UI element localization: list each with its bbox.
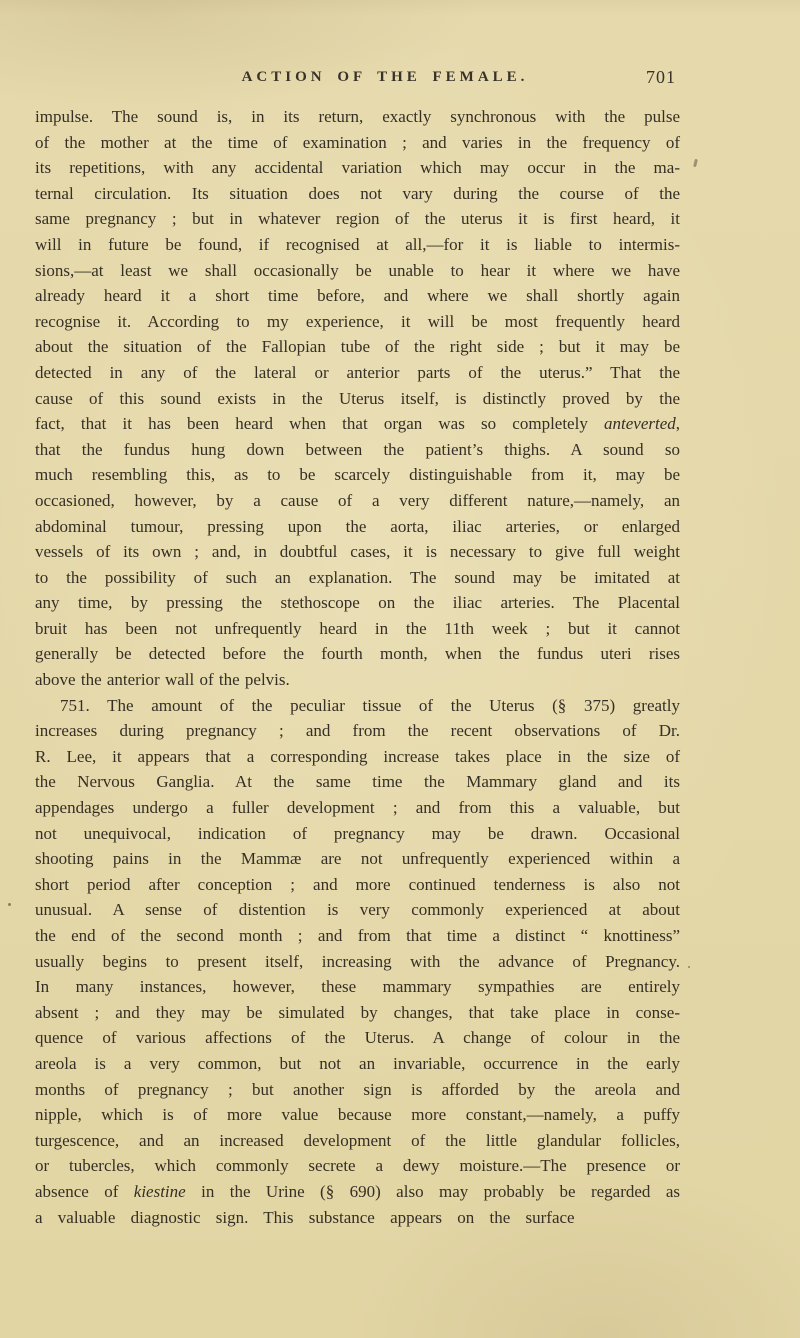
text-run: above the anterior wall of the pelvis. xyxy=(35,670,290,690)
text-line xyxy=(35,1000,680,1026)
text-run: R. Lee, it appears that a corresponding increase takes place in the size of xyxy=(35,746,680,766)
text-line xyxy=(35,1051,680,1077)
text-run: absent ; and they may be simulated by changes, that take place in conse- xyxy=(35,1002,680,1022)
text-line xyxy=(35,1128,680,1154)
text-line xyxy=(35,258,680,284)
text-line xyxy=(35,334,680,360)
text-line xyxy=(35,104,680,130)
text-run: appendages undergo a fuller development ; and from this a valuable, but xyxy=(35,798,680,818)
text-line xyxy=(35,667,680,693)
text-run: shooting pains in the Mammæ are not unfrequently experienced within a xyxy=(35,849,680,869)
text-run: the Nervous Ganglia. At the same time the Mammary gland and its xyxy=(35,772,680,792)
text-run: in the Urine (§ 690) also may probably be regarded as xyxy=(185,1181,680,1201)
text-run: that the fundus hung down between the patient’s thighs. A sound so xyxy=(35,439,680,459)
text-line xyxy=(35,232,680,258)
text-line xyxy=(35,130,680,156)
text-run: ternal circulation. Its situation does not vary during the course of the xyxy=(35,183,680,203)
italic-term: anteverted xyxy=(604,414,676,434)
text-run: recognise it. According to my experience, it will be most frequently heard xyxy=(35,311,680,331)
text-line xyxy=(35,181,680,207)
text-line xyxy=(35,309,680,335)
text-line xyxy=(35,590,680,616)
scan-speck xyxy=(8,903,11,906)
text-run: generally be detected before the fourth month, when the fundus uteri rises xyxy=(35,644,680,664)
text-run: not unequivocal, indication of pregnancy may be drawn. Occasional xyxy=(35,823,680,843)
text-run: absence of xyxy=(35,1181,134,1201)
text-line xyxy=(35,1179,680,1205)
text-run: short period after conception ; and more continued tenderness is also not xyxy=(35,874,680,894)
text-line xyxy=(35,693,680,719)
text-line xyxy=(35,565,680,591)
scan-speck xyxy=(688,966,690,968)
text-line xyxy=(35,744,680,770)
italic-term: kiestine xyxy=(133,1181,186,1201)
text-line xyxy=(35,1205,680,1231)
text-run: occasioned, however, by a cause of a very different nature,—namely, an xyxy=(35,490,680,510)
text-run: increases during pregnancy ; and from the recent observations of Dr. xyxy=(35,721,680,741)
text-run: turgescence, and an increased development of the little glandular follicles, xyxy=(35,1130,680,1150)
text-run: same pregnancy ; but in whatever region of the uterus it is first heard, it xyxy=(35,209,680,229)
text-run: cause of this sound exists in the Uterus itself, is distinctly proved by the xyxy=(35,388,680,408)
text-run: fact, that it has been heard when that organ was so completely xyxy=(35,414,604,434)
text-run: or tubercles, which commonly secrete a dewy moisture.—The presence or xyxy=(35,1156,680,1176)
scan-speck xyxy=(693,159,698,167)
text-line xyxy=(35,1102,680,1128)
page-body xyxy=(35,104,680,1230)
text-run: usually begins to present itself, increasing with the advance of Pregnancy. xyxy=(35,951,680,971)
text-run: nipple, which is of more value because more constant,—namely, a puffy xyxy=(35,1105,680,1125)
text-run: about the situation of the Fallopian tube of the right side ; but it may be xyxy=(35,337,680,357)
text-line xyxy=(35,616,680,642)
text-run: bruit has been not unfrequently heard in the 11th week ; but it cannot xyxy=(35,618,680,638)
text-run: quence of various affections of the Uterus. A change of colour in the xyxy=(35,1028,680,1048)
text-run: , xyxy=(675,414,680,434)
text-run: In many instances, however, these mammary sympathies are entirely xyxy=(35,977,680,997)
text-line xyxy=(35,386,680,412)
text-run: much resembling this, as to be scarcely distinguishable from it, may be xyxy=(35,465,680,485)
text-line xyxy=(35,846,680,872)
text-run: 751. The amount of the peculiar tissue of the Uterus (§ 375) greatly xyxy=(60,695,680,715)
text-line xyxy=(35,206,680,232)
text-line xyxy=(35,1025,680,1051)
page-number: 701 xyxy=(646,67,676,87)
text-run: will in future be found, if recognised at all,—for it is liable to intermis- xyxy=(35,234,680,254)
text-line xyxy=(35,718,680,744)
text-run: detected in any of the lateral or anterior parts of the uterus.” That the xyxy=(35,362,680,382)
text-line xyxy=(35,1077,680,1103)
text-line xyxy=(35,360,680,386)
text-line xyxy=(35,437,680,463)
text-line xyxy=(35,411,680,437)
text-line xyxy=(35,539,680,565)
text-run: already heard it a short time before, and where we shall shortly again xyxy=(35,286,680,306)
text-line xyxy=(35,923,680,949)
text-line xyxy=(35,795,680,821)
text-line xyxy=(35,641,680,667)
text-line xyxy=(35,897,680,923)
text-run: sions,—at least we shall occasionally be unable to hear it where we have xyxy=(35,260,680,280)
text-line xyxy=(35,974,680,1000)
text-run: its repetitions, with any accidental variation which may occur in the ma- xyxy=(35,158,680,178)
text-line xyxy=(35,821,680,847)
text-run: the end of the second month ; and from that time a distinct “ knottiness” xyxy=(35,926,680,945)
page-header xyxy=(35,68,735,90)
text-line xyxy=(35,488,680,514)
text-run: areola is a very common, but not an invariable, occurrence in the early xyxy=(35,1053,680,1073)
running-title: ACTION OF THE FEMALE. xyxy=(241,69,529,85)
text-line xyxy=(35,872,680,898)
text-line xyxy=(35,949,680,975)
text-run: vessels of its own ; and, in doubtful cases, it is necessary to give full weight xyxy=(35,542,680,562)
text-run: any time, by pressing the stethoscope on the iliac arteries. The Placental xyxy=(35,593,680,613)
text-line xyxy=(35,1153,680,1179)
text-run: to the possibility of such an explanation. The sound may be imitated at xyxy=(35,567,680,587)
text-run: abdominal tumour, pressing upon the aorta, iliac arteries, or enlarged xyxy=(35,516,680,536)
text-line xyxy=(35,283,680,309)
text-line xyxy=(35,514,680,540)
text-line xyxy=(35,769,680,795)
text-run: a valuable diagnostic sign. This substance appears on the surface xyxy=(35,1207,575,1227)
text-run: unusual. A sense of distention is very commonly experienced at about xyxy=(35,900,680,920)
text-line xyxy=(35,462,680,488)
text-run: months of pregnancy ; but another sign is afforded by the areola and xyxy=(35,1079,680,1099)
text-line xyxy=(35,155,680,181)
text-run: of the mother at the time of examination ; and varies in the frequency of xyxy=(35,132,680,152)
text-run: impulse. The sound is, in its return, exactly synchronous with the pulse xyxy=(35,107,680,126)
